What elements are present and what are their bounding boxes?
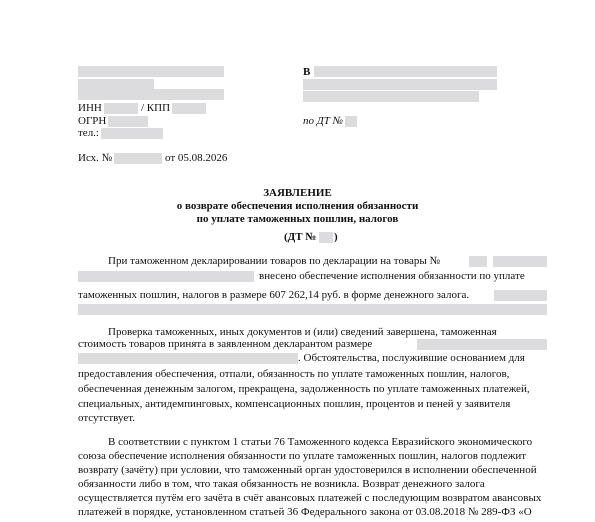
- inn-label: ИНН: [78, 102, 102, 114]
- redacted-phone: [101, 128, 163, 139]
- redacted-customs-value-line2: [78, 353, 298, 364]
- para3-line1: В соответствии с пунктом 1 статьи 76 Таможенного кодекса Евразийского экономического: [108, 436, 533, 448]
- redacted-addressee-line3: [303, 91, 479, 102]
- redacted-payment-details: [494, 290, 547, 301]
- para2-line6: специальных, антидемпинговых, компенсационных пошлин, процентов и пеней у заявителя: [78, 398, 511, 410]
- redacted-sender-name: [78, 66, 224, 77]
- redacted-dt-number-title: [319, 232, 333, 243]
- phone-label: тел.:: [78, 127, 99, 139]
- outgoing-number-label: Исх. №: [78, 152, 113, 164]
- para1-line2: внесено обеспечение исполнения обязанности по уплате: [259, 270, 525, 282]
- redacted-inn: [104, 103, 138, 114]
- dt-reference-label: по ДТ №: [303, 115, 343, 127]
- ogrn-label: ОГРН: [78, 115, 107, 127]
- kpp-label: / КПП: [141, 102, 171, 114]
- redacted-sender-address: [78, 89, 224, 100]
- para2-line1: Проверка таможенных, иных документов и (или) сведений завершена, таможенная: [108, 326, 497, 338]
- para3-line5: осуществляется путём его зачёта в счёт авансовых платежей с последующим возвратом авансовых: [78, 492, 542, 504]
- para1-line3: таможенных пошлин, налогов в размере 607 262,14 руб. в форме денежного залога.: [78, 289, 470, 301]
- redacted-declaration-number-b: [493, 256, 547, 267]
- redacted-ogrn: [108, 116, 148, 127]
- dt-number-title-suffix: ): [334, 231, 338, 243]
- redacted-addressee-line2: [303, 79, 497, 90]
- para3-line2: союза обеспечение исполнения обязанности по уплате таможенных пошлин, налогов подлежит: [78, 450, 527, 462]
- redacted-customs-value: [417, 339, 547, 350]
- redacted-declaration-number: [469, 256, 487, 267]
- redacted-kpp: [172, 103, 206, 114]
- outgoing-date: от 05.08.2026: [165, 152, 228, 164]
- para3-line3: возврату (зачёту) при условии, что таможенный орган удостоверился в исполнении обеспеченной: [78, 464, 537, 476]
- dt-number-title-prefix: (ДТ №: [284, 231, 317, 243]
- redacted-outgoing-number: [114, 153, 162, 164]
- para3-line4: обязанности либо в том, что такая обязанность не возникла. Возврат денежного залога: [78, 478, 485, 490]
- document-subtitle-line2: по уплате таможенных пошлин, налогов: [196, 213, 399, 225]
- para2-line5: обеспеченная денежным залогом, прекращена, задолженность по уплате таможенных платежей,: [78, 383, 530, 395]
- para1-line1: При таможенном декларировании товаров по декларации на товары №: [108, 255, 441, 267]
- para2-line2: стоимость товаров принята в заявленном декларантом размере: [78, 338, 373, 350]
- redacted-addressee: [314, 66, 497, 77]
- para3-line6: платежей в порядке, установленном статьей 36 Федерального закона от 03.08.2018 № 289-ФЗ «О: [78, 506, 532, 518]
- redacted-payment-details-line2: [78, 304, 547, 315]
- document-title: ЗАЯВЛЕНИЕ: [263, 187, 332, 199]
- document-subtitle-line1: о возврате обеспечения исполнения обязанности: [176, 200, 419, 212]
- para2-line7: отсутствует.: [78, 412, 135, 424]
- redacted-dt-reference: [345, 116, 357, 127]
- para2-line3: . Обстоятельства, послужившие основанием для: [298, 352, 525, 364]
- addressee-label: В: [303, 66, 311, 78]
- redacted-goods-description: [78, 271, 254, 282]
- para2-line4: предоставления обеспечения, отпали, обязанность по уплате таможенных пошлин, налогов,: [78, 368, 510, 380]
